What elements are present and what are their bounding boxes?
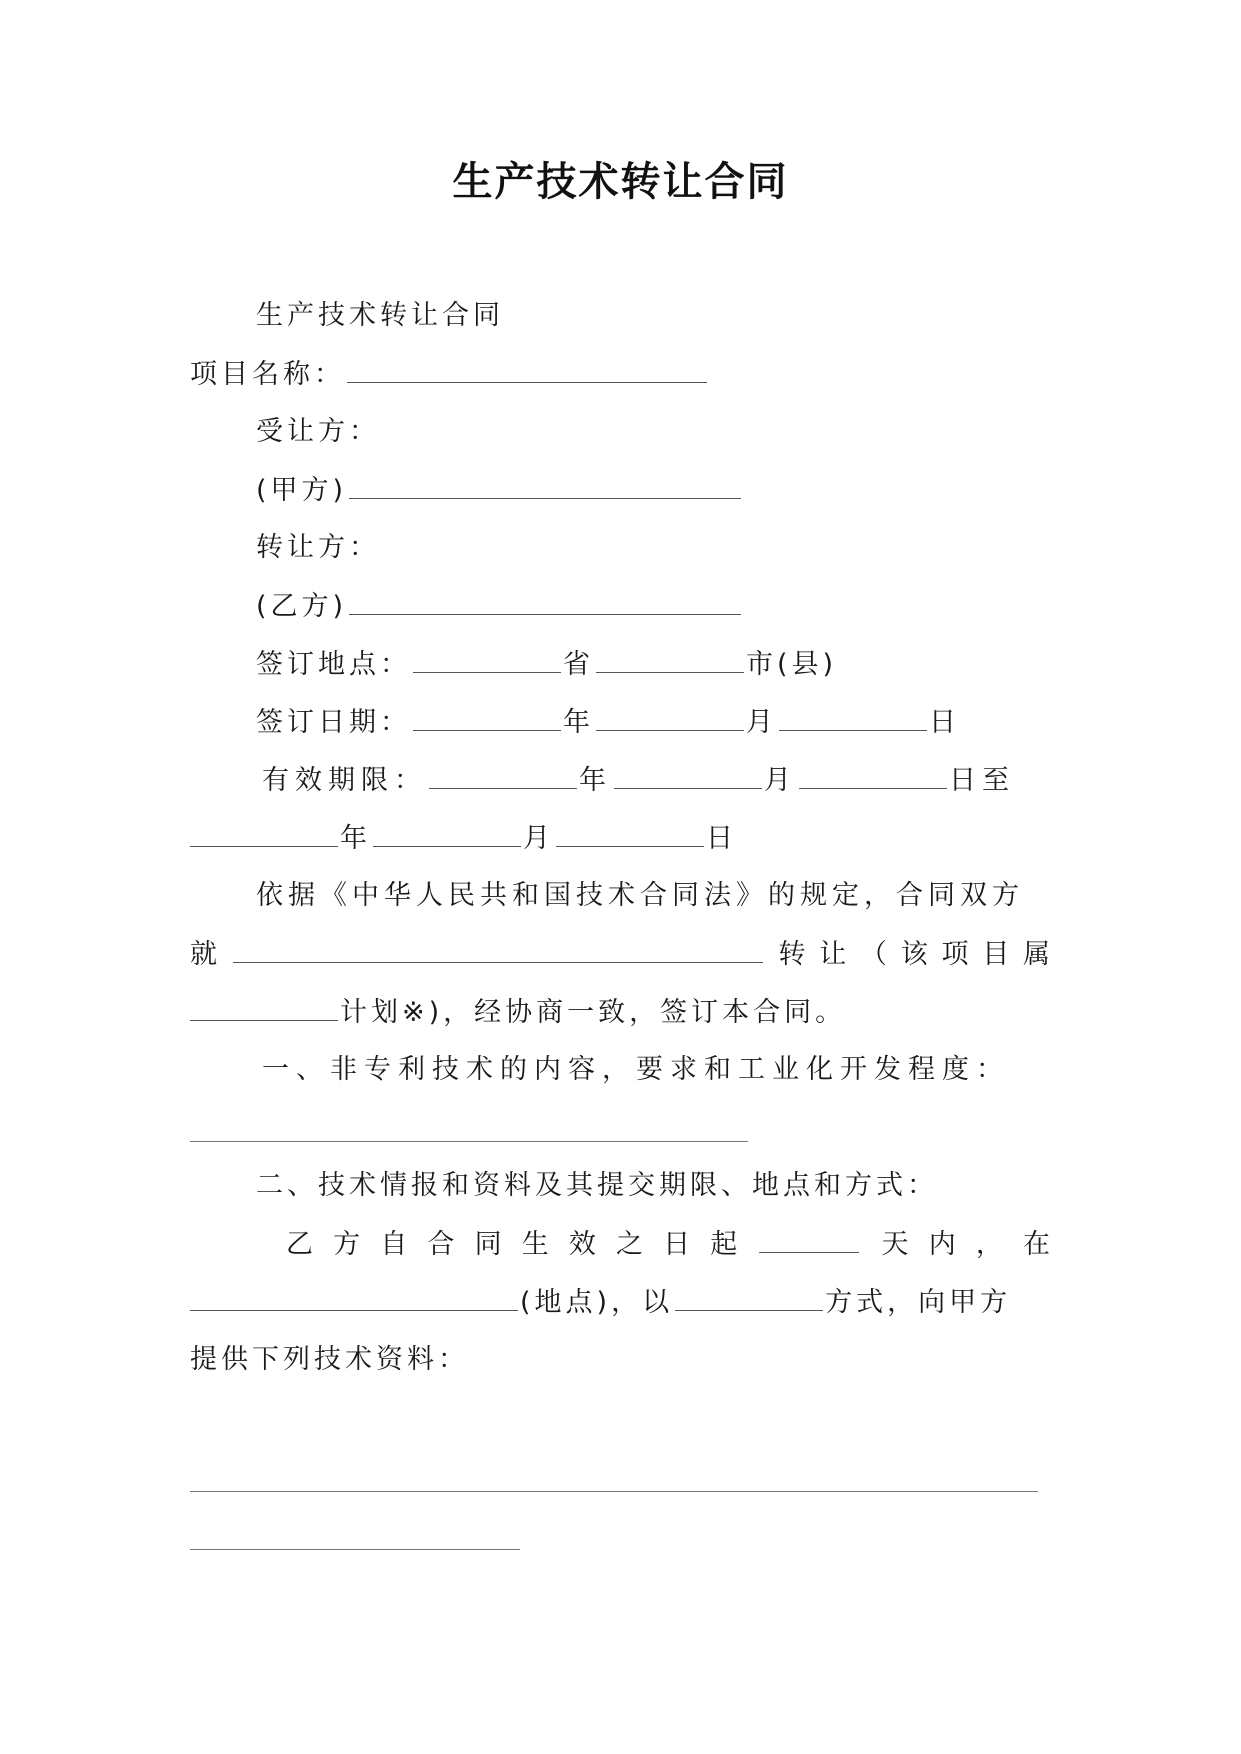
province-text: 省 [563,649,594,680]
party-a-line [256,470,1116,511]
province-blank[interactable] [413,644,561,673]
city-blank[interactable] [596,644,744,673]
basis-line [256,876,1116,916]
clause-word: 同 [474,1229,502,1260]
valid-to-month-blank[interactable] [373,818,521,847]
assignor-label: 转让方： [256,532,380,563]
delivery-clause-line [286,1224,1050,1265]
plan-blank[interactable] [190,992,338,1021]
assignee-line [256,412,1116,452]
transfer-word: （ [860,939,887,970]
sign-date-label: 签订日期： [256,707,411,738]
sign-place-line [256,644,1116,685]
method-text: 方式，向甲方 [825,1287,1012,1318]
party-b-blank[interactable] [349,586,741,615]
month-text: 月 [746,707,777,738]
day-to-text: 日至 [949,765,1015,796]
valid-from-month-blank[interactable] [614,760,762,789]
delivery-method-blank[interactable] [675,1282,823,1311]
year-text: 年 [340,823,371,854]
section-2-heading [256,1166,1116,1206]
transfer-line [190,934,1050,975]
sign-date-line [256,702,1116,743]
city-county-text: 市(县) [746,649,838,680]
project-name-label: 项目名称： [190,359,345,390]
place-paren-text: (地点)，以 [520,1287,674,1318]
clause-word: 方 [333,1229,361,1260]
project-name-blank[interactable] [347,354,707,383]
month-text: 月 [764,765,797,796]
valid-from-day-blank[interactable] [799,760,947,789]
validity-label: 有效期限： [262,765,427,796]
materials-blank-1[interactable] [190,1491,1038,1492]
clause-word: 在 [1022,1229,1050,1260]
provide-line [190,1340,1050,1380]
clause-word: 乙 [286,1229,313,1260]
transfer-word: 让 [819,939,847,970]
subtitle: 生产技术转让合同 [256,300,504,331]
sign-year-blank[interactable] [413,702,561,731]
transfer-word: 转 [778,939,806,970]
provide-text: 提供下列技术资料： [190,1344,469,1375]
section-2-text: 二、技术情报和资料及其提交期限、地点和方式： [256,1170,938,1201]
clause-word: 起 [710,1229,738,1260]
day-text: 日 [706,823,737,854]
party-a-label: (甲方) [256,475,348,506]
section-1-heading [262,1050,1122,1090]
clause-word: ， [975,1229,1003,1260]
sign-day-blank[interactable] [779,702,927,731]
assignor-line [256,528,1116,568]
month-text: 月 [523,823,554,854]
clause-word: 之 [615,1229,643,1260]
clause-word: 天 [881,1229,909,1260]
clause-word: 日 [663,1229,691,1260]
assignee-label: 受让方： [256,416,380,447]
sign-place-label: 签订地点： [256,649,411,680]
place-method-line [190,1282,1050,1323]
validity-end-line [190,818,1050,859]
clause-word: 内 [928,1229,956,1260]
plan-line [190,992,1050,1033]
valid-to-year-blank[interactable] [190,818,338,847]
document-title: 生产技术转让合同 [452,158,789,205]
sign-month-blank[interactable] [596,702,744,731]
project-name-line [190,354,1050,395]
valid-to-day-blank[interactable] [556,818,704,847]
materials-blank-2[interactable] [190,1549,520,1550]
plan-text: 计划※)，经协商一致，签订本合同。 [340,997,847,1028]
subtitle-line [256,296,1116,336]
clause-word: 生 [521,1229,549,1260]
party-a-blank[interactable] [349,470,741,499]
basis-text: 依据《中华人民共和国技术合同法》的规定，合同双方 [256,880,1024,911]
transfer-word: 项 [941,939,969,970]
party-b-label: (乙方) [256,591,348,622]
clause-word: 效 [568,1229,596,1260]
transfer-word: 目 [982,939,1010,970]
year-text: 年 [579,765,612,796]
technology-name-blank[interactable] [233,934,763,963]
validity-line [262,760,1122,801]
transfer-word: 属 [1023,939,1050,970]
section-1-text: 一、非专利技术的内容，要求和工业化开发程度： [262,1054,1010,1085]
jiu-text: 就 [190,939,217,970]
delivery-place-blank[interactable] [190,1282,518,1311]
days-blank[interactable] [759,1224,859,1253]
valid-from-year-blank[interactable] [429,760,577,789]
day-text: 日 [929,707,960,738]
party-b-line [256,586,1116,627]
section-1-blank[interactable] [190,1141,748,1142]
transfer-word: 该 [900,939,928,970]
clause-word: 合 [427,1229,455,1260]
year-text: 年 [563,707,594,738]
clause-word: 自 [380,1229,408,1260]
